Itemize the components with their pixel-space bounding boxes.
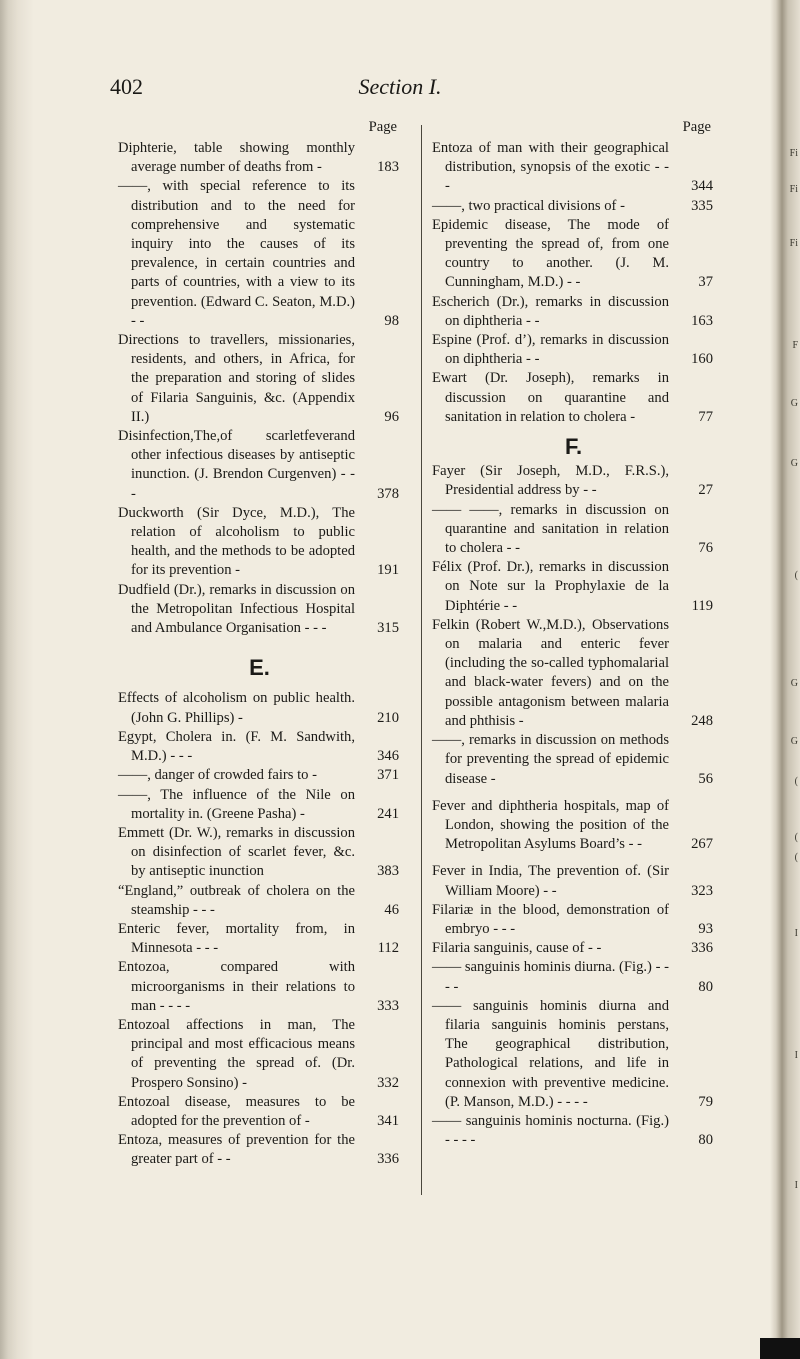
index-entry-page: 344: [691, 178, 713, 195]
entries-f: [432, 462, 715, 1150]
margin-fragment: Fi: [789, 238, 798, 249]
index-entry-page: 336: [691, 940, 713, 957]
index-entry: [432, 558, 715, 616]
index-entry-text: Directions to travellers, missionaries, residents, and others, in Africa, for the preparation and storing of slides of Filaria Sanguinis, &c. (Appendix II.): [118, 332, 355, 425]
index-entry: [118, 1016, 401, 1093]
index-entry-page: 346: [377, 748, 399, 765]
index-entry-text: Epidemic disease, The mode of preventing the spread of, from one country to another. (J. M. Cunningham, M.D.) - -: [432, 216, 669, 291]
index-entry: [432, 901, 715, 939]
index-entry-page: 241: [377, 805, 399, 822]
index-entry-page: 46: [384, 901, 399, 918]
index-entry: [432, 958, 715, 996]
index-entry-text: Disinfection,The,of scarletfeverand other infectious diseases by antiseptic inunction. (J. Brendon Curgenven) - - -: [118, 428, 355, 502]
index-entry: [118, 728, 401, 766]
index-entry-page: 183: [377, 159, 399, 176]
index-entry: [118, 1093, 401, 1131]
index-entry-page: 56: [698, 770, 713, 787]
index-entry-page: 37: [698, 274, 713, 291]
index-entry-page: 378: [377, 485, 399, 502]
index-entry-page: 163: [691, 312, 713, 329]
index-entry: [432, 369, 715, 427]
index-entry-page: 119: [691, 597, 713, 614]
page-column-label: Page: [368, 119, 397, 135]
index-entry-page: 191: [377, 562, 399, 579]
margin-fragment: Fi: [789, 148, 798, 159]
index-entry: [118, 786, 401, 824]
index-entry-page: 76: [698, 540, 713, 557]
index-entry-text: Filaria sanguinis, cause of - -: [432, 940, 602, 957]
margin-fragment: F: [792, 340, 798, 351]
index-entry-text: Filariæ in the blood, demonstration of embryo - - -: [432, 901, 669, 937]
index-entry-page: 248: [691, 712, 713, 729]
entries-d: [118, 139, 401, 638]
index-entry-text: —— sanguinis hominis diurna. (Fig.) - - - -: [432, 959, 669, 995]
margin-fragment: (: [794, 832, 798, 843]
margin-fragment: G: [790, 398, 798, 409]
index-entry: [118, 581, 401, 639]
index-entry-text: —— sanguinis hominis diurna and filaria sanguinis hominis perstans, The geographical distribution, Pathological relations, and life in connexion with preventive medicine. (P. Manson, M.D.) - - - -: [432, 997, 669, 1110]
index-entry-page: 112: [377, 940, 399, 957]
index-entry-text: Entoza, measures of prevention for the greater part of - -: [118, 1132, 355, 1168]
scan-corner-mark: [760, 1338, 800, 1359]
index-entry: [118, 139, 401, 177]
margin-fragment: I: [794, 1180, 798, 1191]
margin-fragment: (: [794, 776, 798, 787]
index-column-right: [432, 118, 715, 1150]
index-entry-text: Fever and diphtheria hospitals, map of London, showing the position of the Metropolitan Asylums Board’s - -: [432, 797, 669, 853]
index-entry: [118, 766, 401, 785]
index-entry-text: Entoza of man with their geographical distribution, synopsis of the exotic - - -: [432, 140, 669, 195]
margin-fragment: G: [790, 736, 798, 747]
index-entry: [432, 862, 715, 900]
index-entry-text: Emmett (Dr. W.), remarks in discussion on disinfection of scarlet fever, &c. by antiseptic inunction: [118, 824, 355, 880]
index-entry: [118, 504, 401, 581]
section-letter-f: F.: [564, 434, 583, 460]
index-entry-page: 98: [384, 312, 399, 329]
index-entry: [432, 616, 715, 731]
index-entry-text: Diphterie, table showing monthly average number of deaths from -: [118, 140, 355, 176]
index-entry: [118, 427, 401, 504]
index-entry: [118, 331, 401, 427]
index-entry-page: 160: [691, 351, 713, 368]
index-entry-page: 332: [377, 1074, 399, 1091]
index-entry-text: Duckworth (Sir Dyce, M.D.), The relation of alcoholism to public health, and the methods to be adopted for its prevention -: [118, 504, 355, 579]
index-entry: [432, 1112, 715, 1150]
index-entry-text: Espine (Prof. d’), remarks in discussion on diphtheria - -: [432, 332, 669, 368]
index-entry-page: 27: [698, 482, 713, 499]
index-entry-text: ——, remarks in discussion on methods for preventing the spread of epidemic disease -: [432, 732, 669, 787]
index-entry-page: 96: [384, 408, 399, 425]
index-entry-page: 80: [698, 978, 713, 995]
index-entry: [432, 501, 715, 559]
index-entry-page: 267: [691, 836, 713, 853]
index-entry-text: Entozoal disease, measures to be adopted for the prevention of -: [118, 1093, 355, 1129]
index-entry-page: 80: [698, 1132, 713, 1149]
index-entry-text: ——, The influence of the Nile on mortality in. (Greene Pasha) -: [118, 786, 355, 822]
column-rule: [421, 125, 422, 1195]
margin-fragment: Fi: [789, 184, 798, 195]
index-entry-page: 79: [698, 1093, 713, 1110]
index-entry-page: 77: [698, 408, 713, 425]
index-entry-text: Escherich (Dr.), remarks in discussion on diphtheria - -: [432, 293, 669, 329]
entries-e: [118, 689, 401, 1169]
index-entry-text: Egypt, Cholera in. (F. M. Sandwith, M.D.) - - -: [118, 728, 355, 765]
index-entry-text: “England,” outbreak of cholera on the steamship - - -: [118, 882, 355, 918]
index-entry-page: 335: [691, 197, 713, 214]
index-entry: [432, 939, 715, 958]
index-entry: [432, 216, 715, 293]
index-entry-text: —— sanguinis hominis nocturna. (Fig.) - - - -: [432, 1112, 669, 1149]
index-entry-page: 315: [377, 620, 399, 637]
index-entry-text: ——, two practical divisions of -: [432, 197, 625, 214]
index-entry-page: 371: [377, 767, 399, 784]
index-entry-text: Ewart (Dr. Joseph), remarks in discussion on quarantine and sanitation in relation to cholera -: [432, 370, 669, 425]
index-entry-page: 323: [691, 882, 713, 899]
margin-fragment: (: [794, 852, 798, 863]
index-entry: [432, 797, 715, 855]
margin-fragment: I: [794, 1050, 798, 1061]
index-entry: [118, 920, 401, 958]
index-entry: [118, 882, 401, 920]
index-column-left: [118, 118, 401, 1170]
index-entry-page: 336: [377, 1151, 399, 1168]
index-entry: [432, 197, 715, 216]
index-entry: [118, 958, 401, 1016]
index-entry-text: Entozoa, compared with microorganisms in their relations to man - - - -: [118, 959, 355, 1014]
index-entry-text: ——, with special reference to its distribution and to the need for comprehensive and systematic inquiry into the causes of its prevalence, in certain countries and parts of countries, with a view to its prevention. (Edward C. Seaton, M.D.) - -: [118, 178, 355, 329]
index-entry: [118, 824, 401, 882]
index-entry-text: Effects of alcoholism on public health. (John G. Phillips) -: [118, 690, 355, 726]
margin-fragment: (: [794, 570, 798, 581]
page-column-label: Page: [682, 119, 711, 135]
index-entry-text: Félix (Prof. Dr.), remarks in discussion on Note sur la Prophylaxie de la Diphtérie - -: [432, 559, 669, 614]
index-entry-text: Dudfield (Dr.), remarks in discussion on the Metropolitan Infectious Hospital and Ambulance Organisation - - -: [118, 581, 355, 637]
margin-fragment: I: [794, 928, 798, 939]
margin-fragment: G: [790, 458, 798, 469]
margin-fragment: G: [790, 678, 798, 689]
index-entry-text: ——, danger of crowded fairs to -: [118, 767, 317, 784]
index-entry-text: Fever in India, The prevention of. (Sir William Moore) - -: [432, 863, 669, 899]
index-entry: [118, 177, 401, 331]
index-entry-text: —— ——, remarks in discussion on quarantine and sanitation in relation to cholera - -: [432, 501, 669, 557]
running-head: Section I.: [358, 74, 442, 99]
index-entry: [432, 997, 715, 1112]
index-entry-text: Entozoal affections in man, The principal and most efficacious means of preventing the spread of. (Dr. Prospero Sonsino) -: [118, 1016, 355, 1091]
index-entry: [432, 331, 715, 369]
facing-page-edge: [770, 0, 800, 1359]
index-entry-text: Enteric fever, mortality from, in Minnesota - - -: [118, 920, 355, 957]
index-entry-text: Felkin (Robert W.,M.D.), Observations on malaria and enteric fever (including the so-called typhomalarial and black-water fevers) and on the possible antagonism between malaria and phthisis -: [432, 616, 669, 729]
entries-e-continued: [432, 139, 715, 427]
index-entry-page: 333: [377, 997, 399, 1014]
index-entry-page: 383: [377, 863, 399, 880]
index-entry: [432, 293, 715, 331]
index-entry: [118, 689, 401, 727]
page-number: 402: [110, 74, 143, 99]
index-entry: [432, 731, 715, 789]
index-entry: [118, 1131, 401, 1169]
section-letter-e: E.: [249, 655, 270, 681]
binding-gutter: [0, 0, 34, 1359]
index-entry-page: 341: [377, 1112, 399, 1129]
index-entry-page: 93: [698, 920, 713, 937]
index-entry: [432, 462, 715, 500]
index-entry: [432, 139, 715, 197]
index-entry-page: 210: [377, 709, 399, 726]
index-entry-text: Fayer (Sir Joseph, M.D., F.R.S.), Presidential address by - -: [432, 463, 669, 499]
